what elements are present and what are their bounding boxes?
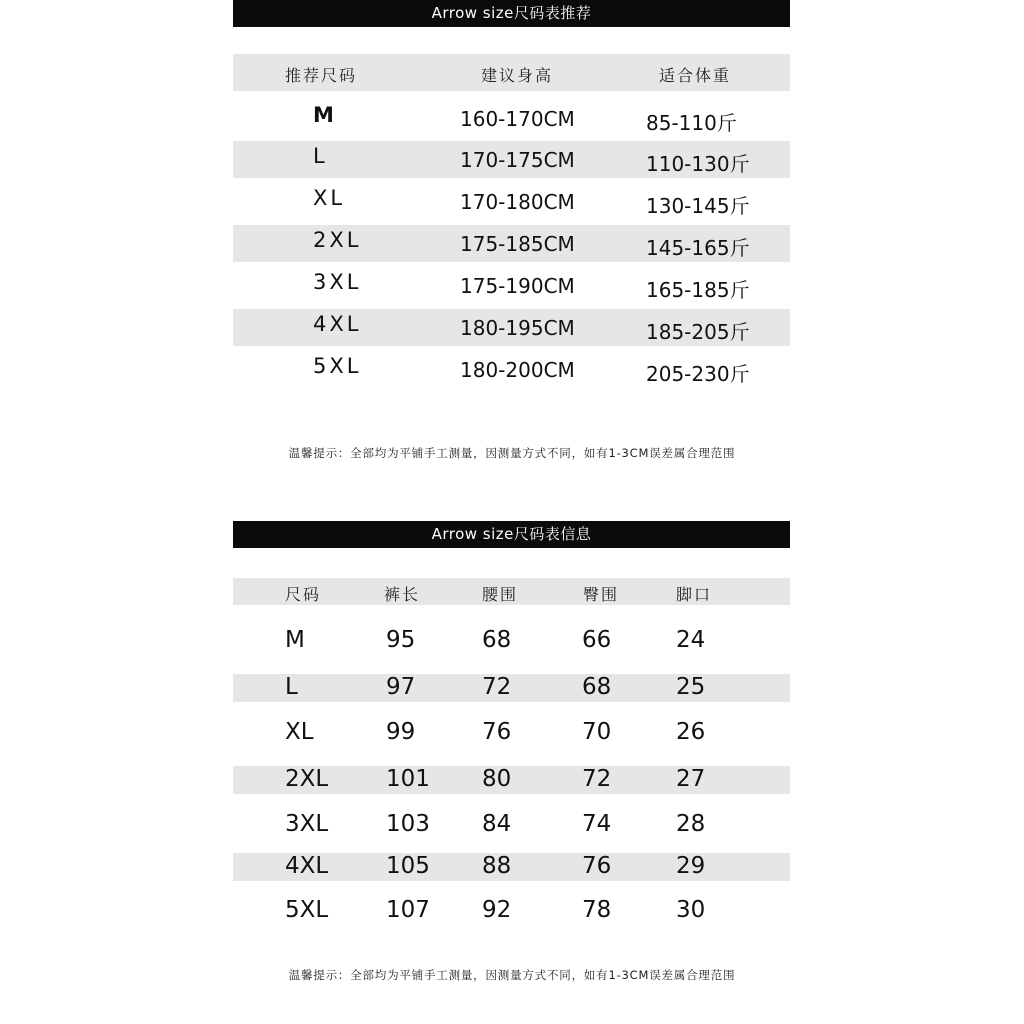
table1-header-cell: 推荐尺码: [285, 66, 358, 85]
table1-value-cell: 145-165斤: [646, 236, 750, 260]
table2-row: [233, 627, 790, 655]
table2-value-cell: 101: [386, 766, 430, 792]
table1-size-cell: 5XL: [313, 354, 362, 378]
table1-size-cell: 4XL: [313, 312, 362, 336]
table1-size-cell: 2XL: [313, 228, 362, 252]
table2-header-cell: 脚口: [676, 585, 713, 604]
table2-value-cell: 76: [482, 719, 512, 745]
table1-size-cell: M: [313, 103, 337, 127]
table2-value-cell: 99: [386, 719, 416, 745]
table2-row: [233, 766, 790, 794]
table2-title: Arrow size尺码表信息: [431, 525, 592, 543]
table2-value-cell: 97: [386, 674, 416, 700]
table2-row: [233, 897, 790, 925]
table2-size-cell: 3XL: [285, 811, 329, 837]
table2-header-cell: 腰围: [482, 585, 519, 604]
table1-row: [233, 141, 790, 178]
table2-value-cell: 88: [482, 853, 512, 879]
table2-size-cell: M: [285, 627, 305, 653]
table2-value-cell: 84: [482, 811, 512, 837]
table2-value-cell: 24: [676, 627, 706, 653]
table2-size-cell: 2XL: [285, 766, 329, 792]
table2-size-cell: L: [285, 674, 298, 700]
table1-value-cell: 180-195CM: [460, 316, 575, 340]
table2-header-cell: 裤长: [384, 585, 421, 604]
table2-title-bar: [233, 521, 790, 548]
table2-note: 温馨提示：全部均为平铺手工测量，因测量方式不同，如有1-3CM误差属合理范围: [288, 968, 736, 982]
table2-header-cell: 尺码: [285, 585, 322, 604]
table1-value-cell: 85-110斤: [646, 111, 737, 135]
table2-value-cell: 68: [582, 674, 612, 700]
table2-value-cell: 29: [676, 853, 706, 879]
table1-value-cell: 205-230斤: [646, 362, 750, 386]
table1-size-cell: L: [313, 144, 328, 168]
table1-value-cell: 180-200CM: [460, 358, 575, 382]
table1-size-cell: XL: [313, 186, 346, 210]
table2-value-cell: 72: [582, 766, 612, 792]
table2-row: [233, 853, 790, 881]
table2-value-cell: 74: [582, 811, 612, 837]
table2-value-cell: 95: [386, 627, 416, 653]
table2-size-cell: 5XL: [285, 897, 329, 923]
table1-note: 温馨提示：全部均为平铺手工测量，因测量方式不同，如有1-3CM误差属合理范围: [288, 446, 736, 460]
table2-value-cell: 72: [482, 674, 512, 700]
table2-value-cell: 105: [386, 853, 430, 879]
table1-header-cell: 适合体重: [659, 66, 732, 85]
table1-value-cell: 175-185CM: [460, 232, 575, 256]
table1-value-cell: 170-175CM: [460, 148, 575, 172]
table2-value-cell: 78: [582, 897, 612, 923]
table1-row: [233, 183, 790, 220]
table2-value-cell: 28: [676, 811, 706, 837]
table2-header-row: [233, 578, 790, 605]
table1-value-cell: 175-190CM: [460, 274, 575, 298]
table1-value-cell: 170-180CM: [460, 190, 575, 214]
table1-title: Arrow size尺码表推荐: [431, 4, 592, 22]
table1-value-cell: 185-205斤: [646, 320, 750, 344]
table2-value-cell: 103: [386, 811, 430, 837]
table1-value-cell: 130-145斤: [646, 194, 750, 218]
table2-value-cell: 68: [482, 627, 512, 653]
table2-header-cell: 臀围: [583, 585, 620, 604]
table2-size-cell: XL: [285, 719, 314, 745]
table2-row: [233, 674, 790, 702]
table1-value-cell: 165-185斤: [646, 278, 750, 302]
table1-size-cell: 3XL: [313, 270, 362, 294]
table2-row: [233, 811, 790, 839]
table1-row: [233, 100, 790, 137]
table1-row: [233, 225, 790, 262]
table2-value-cell: 92: [482, 897, 512, 923]
table2-value-cell: 25: [676, 674, 706, 700]
table1-row: [233, 309, 790, 346]
table2-size-cell: 4XL: [285, 853, 329, 879]
table2-value-cell: 26: [676, 719, 706, 745]
table1-value-cell: 110-130斤: [646, 152, 750, 176]
table1-title-bar: [233, 0, 790, 27]
table2-value-cell: 70: [582, 719, 612, 745]
table2-value-cell: 27: [676, 766, 706, 792]
table1-value-cell: 160-170CM: [460, 107, 575, 131]
table2-value-cell: 107: [386, 897, 430, 923]
table1-row: [233, 267, 790, 304]
table2-value-cell: 80: [482, 766, 512, 792]
table2-value-cell: 76: [582, 853, 612, 879]
table2-value-cell: 30: [676, 897, 706, 923]
table2-row: [233, 719, 790, 747]
table1-header-row: [233, 54, 790, 91]
table1-header-cell: 建议身高: [481, 66, 554, 85]
table1-row: [233, 351, 790, 388]
table2-value-cell: 66: [582, 627, 612, 653]
